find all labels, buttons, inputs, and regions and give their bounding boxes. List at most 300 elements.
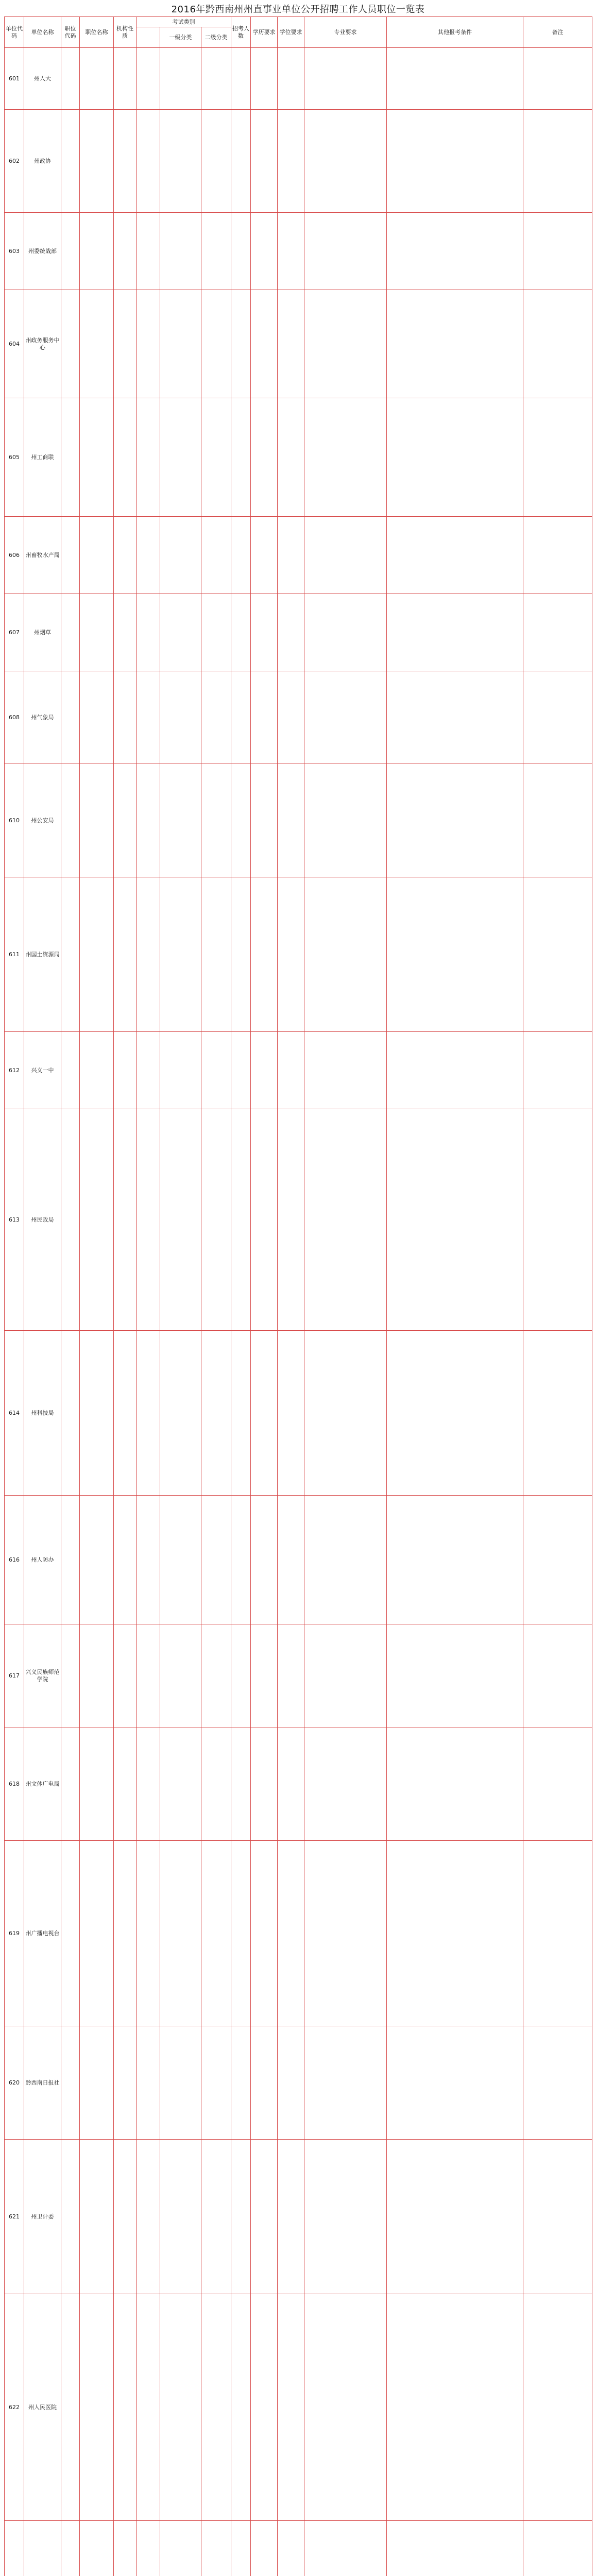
table-cell [387, 877, 523, 1032]
table-cell [523, 398, 592, 517]
table-cell [80, 2026, 114, 2140]
table-cell: 州畜牧水产局 [24, 517, 61, 594]
table-cell: 616 [5, 1496, 24, 1624]
table-row [5, 2026, 592, 2140]
table-cell [231, 2026, 251, 2140]
table-cell [278, 2140, 304, 2294]
table-cell [114, 1032, 137, 1109]
table-cell [201, 1496, 231, 1624]
table-cell [387, 1496, 523, 1624]
table-cell [304, 1032, 387, 1109]
table-cell [387, 1109, 523, 1331]
table-cell [114, 398, 137, 517]
table-cell [80, 1841, 114, 2026]
table-cell [61, 213, 80, 290]
table-cell [251, 2521, 278, 2576]
table-cell: 兴义一中 [24, 1032, 61, 1109]
table-cell: 州人大 [24, 48, 61, 110]
table-cell [304, 1496, 387, 1624]
table-cell [114, 2140, 137, 2294]
table-row [5, 877, 592, 1032]
table-cell [251, 594, 278, 671]
table-cell [251, 1331, 278, 1496]
table-cell [160, 2521, 201, 2576]
table-cell [231, 1624, 251, 1727]
table-cell [137, 764, 160, 877]
table-cell [80, 2521, 114, 2576]
table-cell: 614 [5, 1331, 24, 1496]
table-cell [523, 594, 592, 671]
table-cell [304, 1109, 387, 1331]
table-cell [114, 1109, 137, 1331]
table-cell [251, 517, 278, 594]
table-cell [80, 594, 114, 671]
table-cell [231, 2140, 251, 2294]
table-cell [201, 110, 231, 213]
table-cell [251, 1624, 278, 1727]
table-cell [304, 1841, 387, 2026]
table-cell [61, 110, 80, 213]
table-cell [251, 213, 278, 290]
table-cell [160, 398, 201, 517]
table-cell [137, 48, 160, 110]
table-cell [278, 594, 304, 671]
table-cell [201, 1109, 231, 1331]
table-row [5, 1727, 592, 1841]
table-cell: 州文体广电局 [24, 1727, 61, 1841]
table-cell [61, 517, 80, 594]
table-cell [231, 1727, 251, 1841]
header-cell: 职位名称 [80, 17, 114, 48]
table-cell [80, 1032, 114, 1109]
table-cell [61, 48, 80, 110]
table-row [5, 2294, 592, 2521]
table-cell [201, 213, 231, 290]
table-row [5, 1109, 592, 1331]
header-cell: 二级分类 [201, 27, 231, 48]
header-cell: 职位代码 [61, 17, 80, 48]
table-cell [80, 764, 114, 877]
table-cell [80, 213, 114, 290]
table-cell [80, 1624, 114, 1727]
table-cell [304, 2026, 387, 2140]
table-cell [137, 517, 160, 594]
table-cell [160, 1496, 201, 1624]
table-cell [231, 1331, 251, 1496]
table-cell [387, 517, 523, 594]
table-cell [278, 48, 304, 110]
table-cell [201, 671, 231, 764]
table-cell [523, 1841, 592, 2026]
table-cell [304, 594, 387, 671]
table-cell [278, 1032, 304, 1109]
table-cell [80, 1109, 114, 1331]
table-cell [160, 213, 201, 290]
table-cell [231, 1496, 251, 1624]
table-cell: 州国土资源局 [24, 877, 61, 1032]
table-row [5, 1624, 592, 1727]
table-row [5, 213, 592, 290]
table-cell [231, 398, 251, 517]
header-cell: 其他报考条件 [387, 17, 523, 48]
table-cell [61, 2521, 80, 2576]
table-cell [523, 1496, 592, 1624]
table-cell [80, 1727, 114, 1841]
table-cell [24, 2521, 61, 2576]
table-row [5, 2140, 592, 2294]
table-cell [201, 1727, 231, 1841]
table-cell [137, 2294, 160, 2521]
table-row [5, 110, 592, 213]
table-cell [61, 764, 80, 877]
table-cell [61, 671, 80, 764]
table-cell [523, 48, 592, 110]
header-row [5, 17, 592, 27]
table-cell [114, 110, 137, 213]
table-cell: 州广播电视台 [24, 1841, 61, 2026]
table-cell [80, 110, 114, 213]
table-cell [231, 1841, 251, 2026]
table-cell [201, 290, 231, 398]
header-cell: 备注 [523, 17, 592, 48]
table-cell [251, 877, 278, 1032]
header-cell: 机构性质 [114, 17, 137, 48]
table-cell [114, 1331, 137, 1496]
table-cell [80, 877, 114, 1032]
table-cell: 州卫计委 [24, 2140, 61, 2294]
table-cell: 州政务服务中心 [24, 290, 61, 398]
table-cell [231, 764, 251, 877]
table-cell [278, 1841, 304, 2026]
table-cell [160, 1109, 201, 1331]
table-row [5, 594, 592, 671]
table-cell [387, 2140, 523, 2294]
table-cell [387, 594, 523, 671]
table-cell [160, 764, 201, 877]
table-cell: 州委统战部 [24, 213, 61, 290]
table-row [5, 2521, 592, 2576]
table-cell [201, 2026, 231, 2140]
table-cell [61, 2026, 80, 2140]
table-cell: 622 [5, 2294, 24, 2521]
table-cell [278, 213, 304, 290]
table-cell [137, 1727, 160, 1841]
table-cell [160, 594, 201, 671]
table-cell [201, 594, 231, 671]
table-cell [114, 877, 137, 1032]
table-cell [304, 1624, 387, 1727]
table-cell [523, 290, 592, 398]
table-cell [231, 2521, 251, 2576]
table-cell [304, 398, 387, 517]
table-cell [137, 1032, 160, 1109]
table-cell [387, 48, 523, 110]
table-cell [387, 2521, 523, 2576]
table-cell [61, 1841, 80, 2026]
table-row [5, 1496, 592, 1624]
table-cell [523, 1624, 592, 1727]
table-cell [523, 1331, 592, 1496]
table-cell [61, 1331, 80, 1496]
table-cell [137, 1624, 160, 1727]
table-cell [137, 594, 160, 671]
table-cell [251, 2294, 278, 2521]
table-cell [387, 213, 523, 290]
table-cell [304, 764, 387, 877]
table-cell [304, 110, 387, 213]
table-cell [160, 1331, 201, 1496]
table-cell: 608 [5, 671, 24, 764]
table-cell [304, 290, 387, 398]
table-cell [137, 290, 160, 398]
table-cell [5, 2521, 24, 2576]
table-cell [160, 1727, 201, 1841]
table-cell [304, 1727, 387, 1841]
table-cell [160, 2140, 201, 2294]
table-cell: 605 [5, 398, 24, 517]
table-cell [114, 2026, 137, 2140]
table-row [5, 1032, 592, 1109]
table-cell [523, 213, 592, 290]
table-cell [251, 1032, 278, 1109]
header-cell: 学历要求 [251, 17, 278, 48]
table-cell [160, 2026, 201, 2140]
table-cell [160, 110, 201, 213]
table-cell [61, 290, 80, 398]
job-table [4, 16, 592, 2576]
table-cell [278, 1496, 304, 1624]
table-cell [80, 1496, 114, 1624]
table-cell [137, 877, 160, 1032]
table-cell [114, 1727, 137, 1841]
table-cell [304, 213, 387, 290]
header-cell: 考试类别 [137, 17, 231, 27]
table-cell [231, 48, 251, 110]
table-cell: 621 [5, 2140, 24, 2294]
table-cell [61, 1496, 80, 1624]
table-cell [251, 48, 278, 110]
table-cell [278, 1624, 304, 1727]
table-cell: 619 [5, 1841, 24, 2026]
table-cell [523, 2294, 592, 2521]
table-cell [137, 110, 160, 213]
table-cell: 618 [5, 1727, 24, 1841]
table-cell [278, 764, 304, 877]
table-cell [80, 398, 114, 517]
table-cell [523, 1109, 592, 1331]
table-cell [231, 877, 251, 1032]
table-cell: 610 [5, 764, 24, 877]
table-cell: 兴义民族师范学院 [24, 1624, 61, 1727]
table-cell [251, 2140, 278, 2294]
table-cell [80, 1331, 114, 1496]
table-cell [160, 517, 201, 594]
table-cell [251, 2026, 278, 2140]
table-cell [201, 2294, 231, 2521]
table-cell [80, 517, 114, 594]
table-cell [201, 764, 231, 877]
table-cell [114, 2294, 137, 2521]
header-cell: 学位要求 [278, 17, 304, 48]
table-cell [523, 671, 592, 764]
table-cell [251, 764, 278, 877]
table-cell: 州人民医院 [24, 2294, 61, 2521]
table-row [5, 764, 592, 877]
table-cell [278, 1727, 304, 1841]
table-cell [61, 1032, 80, 1109]
table-cell: 604 [5, 290, 24, 398]
table-cell [160, 877, 201, 1032]
table-cell [278, 2521, 304, 2576]
table-cell [137, 1109, 160, 1331]
table-cell [304, 2521, 387, 2576]
table-cell [231, 594, 251, 671]
table-cell [137, 671, 160, 764]
table-cell [137, 1841, 160, 2026]
table-cell [387, 1032, 523, 1109]
table-cell [80, 671, 114, 764]
table-cell [387, 1727, 523, 1841]
table-cell [278, 671, 304, 764]
table-cell [114, 764, 137, 877]
table-cell [523, 2140, 592, 2294]
table-cell [114, 290, 137, 398]
table-cell [231, 2294, 251, 2521]
table-cell [251, 398, 278, 517]
table-cell [160, 671, 201, 764]
table-cell [278, 290, 304, 398]
table-cell [114, 1624, 137, 1727]
table-cell: 黔西南日报社 [24, 2026, 61, 2140]
table-cell [201, 877, 231, 1032]
table-cell [231, 1109, 251, 1331]
table-cell [278, 1109, 304, 1331]
table-cell [251, 110, 278, 213]
table-row [5, 398, 592, 517]
table-cell [251, 1496, 278, 1624]
table-cell [137, 2521, 160, 2576]
header-cell: 单位代码 [5, 17, 24, 48]
table-cell [137, 1496, 160, 1624]
table-cell [278, 2026, 304, 2140]
table-cell [160, 1624, 201, 1727]
table-cell [114, 1841, 137, 2026]
table-cell [523, 517, 592, 594]
table-cell [387, 290, 523, 398]
table-cell [160, 2294, 201, 2521]
table-cell [201, 48, 231, 110]
table-cell [114, 1496, 137, 1624]
table-cell [304, 877, 387, 1032]
table-cell [523, 110, 592, 213]
table-cell [387, 1841, 523, 2026]
table-cell [278, 2294, 304, 2521]
header-cell: 招考人数 [231, 17, 251, 48]
table-cell [114, 213, 137, 290]
header-cell [137, 27, 160, 48]
table-cell [61, 2294, 80, 2521]
table-cell [231, 290, 251, 398]
table-cell [278, 1331, 304, 1496]
table-cell [251, 1841, 278, 2026]
table-cell [523, 877, 592, 1032]
table-cell [61, 2140, 80, 2294]
table-cell: 州公安局 [24, 764, 61, 877]
table-cell [137, 1331, 160, 1496]
table-cell [61, 1727, 80, 1841]
header-cell: 专业要求 [304, 17, 387, 48]
table-row [5, 1331, 592, 1496]
table-cell [231, 517, 251, 594]
table-cell: 617 [5, 1624, 24, 1727]
table-cell [61, 1109, 80, 1331]
table-cell [137, 2026, 160, 2140]
table-cell [278, 398, 304, 517]
table-cell [80, 290, 114, 398]
table-cell [387, 398, 523, 517]
table-cell [61, 594, 80, 671]
table-cell [80, 2294, 114, 2521]
table-cell [231, 110, 251, 213]
table-cell [201, 2140, 231, 2294]
table-cell [304, 1331, 387, 1496]
table-cell: 州民政局 [24, 1109, 61, 1331]
page-title: 2016年黔西南州州直事业单位公开招聘工作人员职位一览表 [171, 4, 425, 15]
table-cell [114, 2521, 137, 2576]
table-cell [523, 1032, 592, 1109]
table-cell [231, 213, 251, 290]
table-cell: 607 [5, 594, 24, 671]
table-cell [251, 1109, 278, 1331]
table-cell [304, 517, 387, 594]
table-cell: 州工商联 [24, 398, 61, 517]
table-cell [304, 671, 387, 764]
table-cell [114, 671, 137, 764]
table-cell [137, 2140, 160, 2294]
table-cell [80, 2140, 114, 2294]
table-row [5, 671, 592, 764]
table-cell [61, 398, 80, 517]
table-cell: 州科技局 [24, 1331, 61, 1496]
table-cell [387, 764, 523, 877]
table-cell [137, 213, 160, 290]
table-cell [304, 2294, 387, 2521]
table-cell [387, 110, 523, 213]
table-cell [251, 671, 278, 764]
table-cell [304, 48, 387, 110]
table-cell [387, 1624, 523, 1727]
table-cell [523, 2026, 592, 2140]
table-cell [114, 517, 137, 594]
table-cell [114, 48, 137, 110]
table-cell [201, 398, 231, 517]
table-cell [114, 594, 137, 671]
table-cell [251, 290, 278, 398]
table-cell [137, 398, 160, 517]
table-cell: 613 [5, 1109, 24, 1331]
table-cell [251, 1727, 278, 1841]
table-cell [61, 877, 80, 1032]
table-cell [231, 1032, 251, 1109]
table-cell [278, 877, 304, 1032]
table-cell: 州气象局 [24, 671, 61, 764]
table-cell: 612 [5, 1032, 24, 1109]
table-cell [201, 517, 231, 594]
table-cell [387, 2026, 523, 2140]
table-cell: 州烟草 [24, 594, 61, 671]
header-cell: 一级分类 [160, 27, 201, 48]
table-cell: 州政协 [24, 110, 61, 213]
